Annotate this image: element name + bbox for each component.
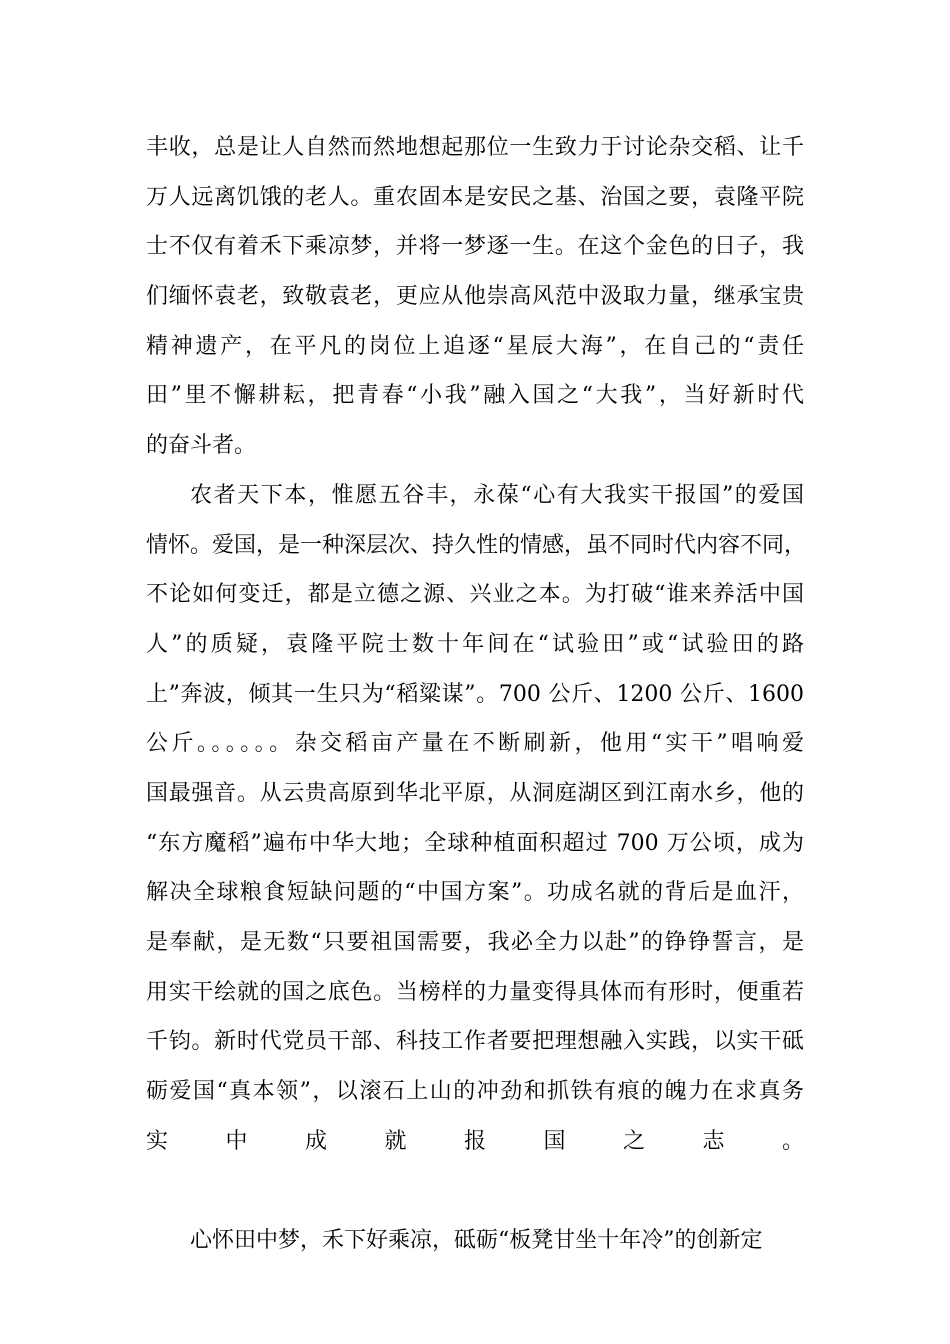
text-line: 实中成就报国之志。 (146, 1128, 804, 1154)
text-line: 不论如何变迁，都是立德之源、兴业之本。为打破“谁来养活中国 (146, 582, 804, 608)
text-line: 千钧。新时代党员干部、科技工作者要把理想融入实践，以实干砥 (146, 1029, 804, 1055)
text-line: 解决全球粮食短缺问题的“中国方案”。功成名就的背后是血汗， (146, 880, 804, 906)
text-line: 砺爱国“真本领”，以滚石上山的冲劲和抓铁有痕的魄力在求真务 (146, 1079, 804, 1105)
text-line: 士不仅有着禾下乘凉梦，并将一梦逐一生。在这个金色的日子，我 (146, 234, 804, 260)
text-line: 公斤。。。。。。杂交稻亩产量在不断刷新，他用“实干”唱响爱 (146, 731, 804, 757)
paragraph-1 (146, 123, 804, 471)
text-line: 丰收，总是让人自然而然地想起那位一生致力于讨论杂交稻、让千 (146, 135, 804, 160)
text-line: 万人远离饥饿的老人。重农固本是安民之基、治国之要，袁隆平院 (146, 184, 804, 210)
text-line: 用实干绘就的国之底色。当榜样的力量变得具体而有形时，便重若 (146, 979, 804, 1005)
text-line: 国最强音。从云贵高原到华北平原，从洞庭湖区到江南水乡，他的 (146, 780, 804, 806)
text-line: 农者天下本，惟愿五谷丰，永葆“心有大我实干报国”的爱国 (190, 482, 804, 508)
text-line: 田”里不懈耕耘，把青春“小我”融入国之“大我”，当好新时代 (146, 383, 804, 409)
text-line (146, 1166, 804, 1216)
text-line: 情怀。爱国，是一种深层次、持久性的情感，虽不同时代内容不同， (146, 532, 807, 558)
text-line: 心怀田中梦，禾下好乘凉，砥砺“板凳甘坐十年冷”的创新定 (190, 1228, 763, 1254)
text-line: 的奋斗者。 (146, 433, 257, 459)
paragraph-3 (146, 1216, 804, 1266)
paragraph-2 (146, 471, 807, 1216)
text-line: 精神遗产，在平凡的岗位上追逐“星辰大海”，在自己的“责任 (146, 333, 804, 359)
text-line: 上”奔波，倾其一生只为“稻粱谋”。700 公斤、1200 公斤、1600 (146, 681, 804, 707)
text-line: 人”的质疑，袁隆平院士数十年间在“试验田”或“试验田的路 (146, 631, 804, 657)
text-line: “东方魔稻”遍布中华大地；全球种植面积超过 700 万公顷，成为 (146, 830, 804, 856)
text-line: 们缅怀袁老，致敬袁老，更应从他崇高风范中汲取力量，继承宝贵 (146, 284, 804, 310)
text-line: 是奉献，是无数“只要祖国需要，我必全力以赴”的铮铮誓言，是 (146, 930, 804, 955)
